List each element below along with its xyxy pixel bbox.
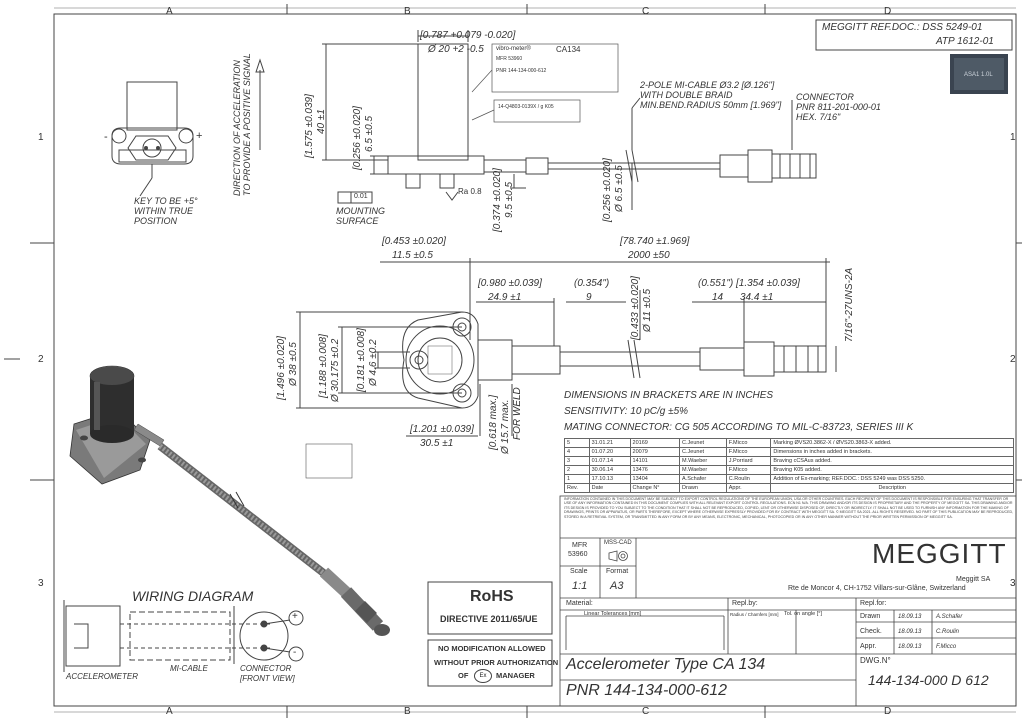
check-label: Check. [860,628,882,635]
appr-by: F.Micco [936,644,957,650]
wiring-connector-line2: [FRONT VIEW] [240,674,295,683]
rev-cell: Braving K05 added. [771,466,1014,475]
top-view-minus: - [104,131,108,143]
radius-tol-label: Radius / Chamfers [mm] [730,612,779,617]
plate-atex: 14-Q4803-0139X / g K05 [498,104,554,110]
company-logo: MEGGITT [872,538,1007,569]
wiring-accelerometer: ACCELEROMETER [66,672,139,681]
repl-by-label: Repl.by: [732,600,758,607]
col-label-c-bottom: C [642,706,650,717]
rev-cell: 13404 [630,475,680,484]
rev-cell: Addition of Ex-marking; REF.DOC.: DSS 5249 was DSS 5250. [771,475,1014,484]
rev-header: Drawn [680,484,727,493]
wiring-connector-line1: CONNECTOR [240,664,292,673]
scale-value: 1:1 [572,580,588,592]
dim-flange-mm: 6.5 ±0.5 [364,115,375,152]
col-label-d-bottom: D [884,706,892,717]
dim-flange-inch: [0.256 ±0.020] [352,106,363,170]
rev-cell: 1 [565,475,590,484]
dim-bottom-inch: [1.201 ±0.039] [410,424,474,435]
rev-header: Description [771,484,1014,493]
plate-mfr: MFR 53960 [496,56,523,62]
drawing-title: Accelerometer Type CA 134 [566,656,766,673]
row-label-3: 3 [38,578,44,589]
col-label-a: A [166,6,173,17]
projection-symbol-icon [608,550,630,562]
col-label-c: C [642,6,650,17]
check-date: 18.09.13 [898,629,922,635]
connector-note-line2: PNR 811-201-000-01 [796,102,881,112]
rev-cell: 5 [565,439,590,448]
repl-for-label: Repl.for: [860,600,887,607]
rev-cell: F.Micco [726,448,771,457]
rev-cell: 4 [565,448,590,457]
no-mod-line1: NO MODIFICATION ALLOWED [438,644,546,653]
rev-cell: 30.06.14 [589,466,630,475]
weld-note: FOR WELD [512,387,523,440]
check-by: C.Roulin [936,629,960,635]
dim-hole-inch: [0.181 ±0.008] [356,328,367,392]
dim-seg2-mm: 9 [586,292,592,303]
connector-note-line1: CONNECTOR [796,92,854,102]
cable-note-line3: MIN.BEND.RADIUS 50mm [1.969"] [640,100,782,110]
connector-note-line3: HEX. 7/16" [796,112,841,122]
revision-stamp: ASA1 1.0L [964,72,993,78]
drawing-pnr: PNR 144-134-000-612 [566,682,727,699]
dim-seg4-mm: 34.4 ±1 [740,292,774,303]
linear-tol-label: Linear Tolerances [mm] [584,611,642,617]
dim-dia-mm: Ø 11 ±0.5 [642,288,653,332]
rohs-title: RoHS [470,588,514,605]
company-address: Rte de Moncor 4, CH-1752 Villars-sur-Glâne, Switzerland [788,585,966,592]
note-dimensions: DIMENSIONS IN BRACKETS ARE IN INCHES [564,390,774,401]
rev-cell: A.Schafer [680,475,727,484]
table-row [565,439,1014,448]
top-view-plus: + [196,130,203,142]
dim-seg1-mm: 24.9 ±1 [488,292,522,303]
dim-seg2-inch: (0.354") [574,278,610,289]
col-label-b-bottom: B [404,706,411,717]
rohs-directive: DIRECTIVE 2011/65/UE [440,614,538,624]
rev-cell: M.Waeber [680,466,727,475]
angle-tol-label: Tol. on angle [°] [784,611,822,617]
wiring-title: WIRING DIAGRAM [132,588,254,604]
dim-weld-mm: Ø 15.7 max. [500,399,511,454]
dim-bottom-mm: 30.5 ±1 [420,438,454,449]
dim-pcd-inch: [1.188 ±0.008] [318,334,329,398]
plate-pnr: PNR 144-134-000-612 [496,68,547,74]
mounting-surface-line2: SURFACE [336,216,379,226]
table-row [565,475,1014,484]
no-mod-line3a: OF [458,671,469,680]
dim-base-mm: 9.5 ±0.5 [504,181,515,218]
thread-spec: 7/16"-27UNS-2A [844,267,855,342]
rev-cell: 2 [565,466,590,475]
dwg-number: 144-134-000 D 612 [868,672,989,688]
no-mod-line2: WITHOUT PRIOR AUTHORIZATION [434,658,559,667]
rev-cell: F.Micco [726,439,771,448]
cable-note-line2: WITH DOUBLE BRAID [640,90,733,100]
rev-cell: C.Jeunet [680,439,727,448]
row-label-2: 2 [38,354,44,365]
rev-cell: 14101 [630,457,680,466]
rev-cell: 3 [565,457,590,466]
mss-cad-label: MSS-CAD [604,540,632,546]
rev-cell: Marking ØVS20.3862-X / ØVS20.3863-X added. [771,439,1014,448]
plate-brand: vibro-meter® [496,46,531,52]
no-mod-line3b: MANAGER [496,671,535,680]
rev-cell: 01.07.20 [589,448,630,457]
appr-date: 18.09.13 [898,644,922,650]
dim-seg3-mm: 14 [712,292,724,303]
key-note-line1: KEY TO BE +5° [134,196,198,206]
rev-cell: 20079 [630,448,680,457]
rev-cell: Dimensions in inches added in brackets. [771,448,1014,457]
table-header-row [565,484,1014,493]
flatness-value: 0.01 [354,193,368,200]
key-note-line3: POSITION [134,216,178,226]
rev-cell: 20169 [630,439,680,448]
dim-seg3-inch: (0.551") [698,278,734,289]
material-label: Material: [566,600,593,607]
rev-cell: Braving cCSAus added. [771,457,1014,466]
drawn-label: Drawn [860,613,881,620]
table-row [565,457,1014,466]
dim-base-inch: [0.374 ±0.020] [492,168,503,232]
drawn-date: 18.09.13 [898,614,922,620]
dim-cable-inch: [0.256 ±0.020] [602,158,613,222]
wiring-cable: MI-CABLE [170,664,208,673]
rev-cell: C.Jeunet [680,448,727,457]
rev-cell: 13476 [630,466,680,475]
dim-cable-mm: Ø 6.5 ±0.5 [614,165,625,212]
ex-icon [474,669,492,683]
col-label-a-bottom: A [166,706,173,717]
appr-label: Appr. [860,643,877,650]
dwg-label: DWG.N° [860,656,891,665]
rev-cell: 01.07.14 [589,457,630,466]
dim-seg4-inch: [1.354 ±0.039] [736,278,800,289]
note-mating-connector: MATING CONNECTOR: CG 505 ACCORDING TO MIL-C-83723, SERIES III K [564,422,914,433]
company-name: Meggitt SA [956,576,991,583]
col-label-d: D [884,6,892,17]
format-value: A3 [610,580,624,592]
dim-seg1-inch: [0.980 ±0.039] [478,278,542,289]
rev-header: Date [589,484,630,493]
drawn-by: A.Schafer [936,614,963,620]
mfr-label: MFR [572,542,588,549]
ref-doc-line1: MEGGITT REF.DOC.: DSS 5249-01 [822,22,983,33]
dim-hole-mm: Ø 4.6 ±0.2 [368,339,379,386]
row-label-1: 1 [38,132,44,143]
direction-note-line2: TO PROVIDE A POSITIVE SIGNAL [242,53,252,196]
table-row [565,448,1014,457]
direction-note-line1: DIRECTION OF ACCELERATION [232,60,242,196]
dim-width-mm: Ø 20 +2 -0.5 [428,44,484,55]
rev-header: Rev. [565,484,590,493]
dim-body-inch: [1.496 ±0.020] [276,336,287,400]
ex-icon-text: Ex [479,673,487,679]
ref-doc-line2: ATP 1612-01 [936,36,994,47]
roughness-value: Ra 0.8 [458,187,482,196]
dim-height-mm: 40 ±1 [316,109,327,134]
key-note-line2: WITHIN TRUE [134,206,193,216]
dim-offset-inch: [0.453 ±0.020] [382,236,446,247]
wiring-plus: + [292,611,298,622]
rev-cell: 31.01.21 [589,439,630,448]
rev-cell: M.Waeber [680,457,727,466]
format-label: Format [606,568,629,575]
dim-dia-inch: [0.433 ±0.020] [630,276,641,340]
dim-weld-inch: [0.618 max.] [488,394,499,450]
dim-pcd-mm: Ø 30.175 ±0.2 [330,338,341,402]
row-label-2-right: 2 [1010,354,1016,365]
wiring-minus: - [293,647,297,658]
cable-note-line1: 2-POLE MI-CABLE Ø3.2 [Ø.126"] [640,80,775,90]
legal-notice: INFORMATION CONTAINED IN THIS DOCUMENT MAY BE SUBJECT TO EXPORT CONTROL REGULATIONS OF THE EUROPEAN UNION, USA OR OTHER COUNTRIES. EACH RECIPIENT OF THIS DOCUMENT IS RESPONSIBLE FOR ENSURING THAT TRANSFER OR USE OF ANY INFORMATION CONTAINED IN THIS DOCUMENT COMPLIES WITH ALL RELEVANT EXPORT CONTROL REGULATIONS. ECN N1 N/A. THIS DRAWING AND/OR ITS DESIGN IS PROPRIETARY AND THE PROPERTY OF MEGGITT SA. THIS DRAWING AND/OR ITS DESIGN IS PROVIDED TO YOU SUBJECT TO THE CONDITION THAT IT SHALL NOT BE REPRODUCED, COPIED, LENT OR OTHERWISE DISPOSED OF, DIRECTLY OR INDIRECTLY. IT SHALL NOT BE USED TO FURNISH ANY INFORMATION FOR THE MAKING OF DRAWINGS, PRINTS OR APPARATUS, OR PARTS THEREFORE, EXCEPT WHERE OTHERWISE EXPRESSLY PROVIDED FOR BY CONTRACT WITH MEGGITT SA. © MEGGITT SA 2021. ALL RIGHTS RESERVED. NO PART OF THIS PUBLICATION MAY BE REPRODUCED, STORED IN A RETRIEVAL SYSTEM, OR TRANSMITTED IN ANY FORM OR BY ANY MEANS, ELECTRONIC, MECHANICAL, PHOTOCOPIED OR IN ANY OTHER MANNER WITHOUT THE PRIOR WRITTEN PERMISSION OF MEGGITT SA. [564,497,1014,519]
scale-label: Scale [570,568,588,575]
row-label-1-right: 1 [1010,132,1016,143]
plate-model: CA134 [556,45,581,54]
rev-header: Change N° [630,484,680,493]
mounting-surface-line1: MOUNTING [336,206,385,216]
revision-table [564,438,1014,493]
col-label-b: B [404,6,411,17]
dim-width-inch: [0.787 +0.079 -0.020] [420,30,516,41]
rev-cell: J.Porriard [726,457,771,466]
rev-cell: C.Roulin [726,475,771,484]
dim-height-inch: [1.575 ±0.039] [304,94,315,158]
row-label-3-right: 3 [1010,578,1016,589]
table-row [565,466,1014,475]
rev-header: Appr. [726,484,771,493]
mfr-value: 53960 [568,551,588,558]
rev-cell: 17.10.13 [589,475,630,484]
dim-offset-mm: 11.5 ±0.5 [392,250,433,261]
dim-length-inch: [78.740 ±1.969] [620,236,690,247]
dim-length-mm: 2000 ±50 [628,250,670,261]
rev-cell: F.Micco [726,466,771,475]
note-sensitivity: SENSITIVITY: 10 pC/g ±5% [564,406,689,417]
dim-body-mm: Ø 38 ±0.5 [288,342,299,386]
